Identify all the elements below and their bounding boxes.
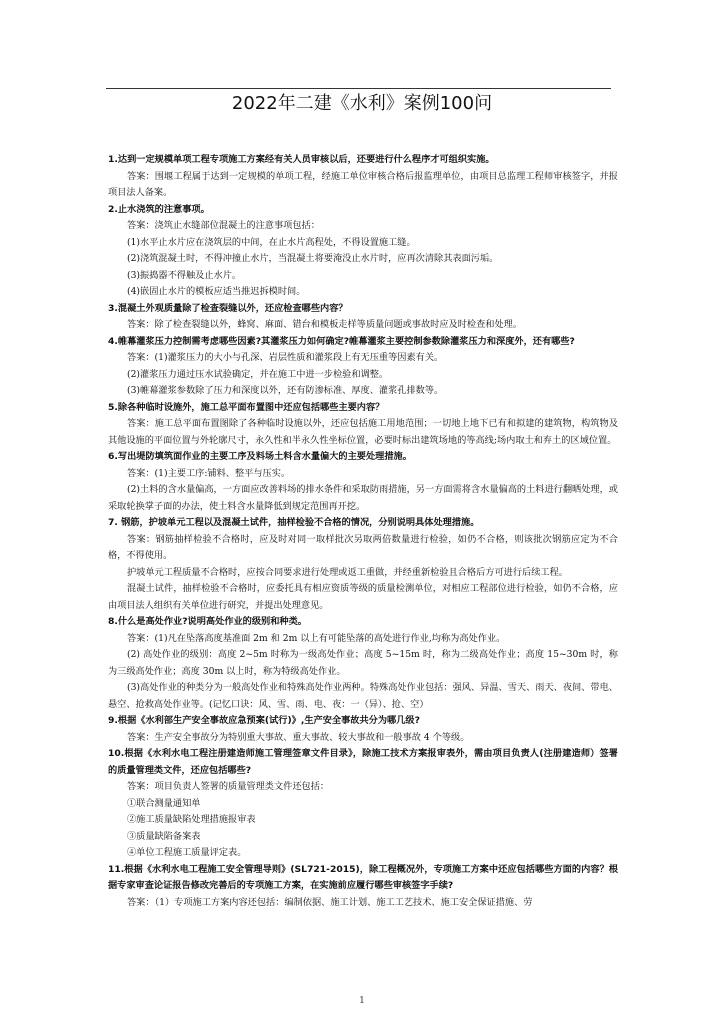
answer-5: 答案：施工总平面布置图除了各种临时设施以外，还应包括施工用地范围；一切地上地下已有和拟建的建筑物，构筑物及其他设施的平面位置与外轮廓尺寸，永久性和半永久性坐标位置，必要时标出建筑场地的等高线;场内取土和弃土的区域位置。 xyxy=(108,418,618,446)
question-4: 4.帷幕灌浆压力控制需考虑哪些因素?其灌浆压力如何确定?帷幕灌浆主要控制参数除灌浆压力和深度外，还有哪些? xyxy=(108,335,575,347)
question-5: 5.除各种临时设施外，施工总平面布置图中还应包括哪些主要内容？ xyxy=(108,401,385,413)
answer-2-item-2: (2)浇筑混凝土时，不得冲撞止水片，当混凝土将要淹没止水片时，应再次清除其表面污垢。 xyxy=(127,253,499,264)
answer-8-item-3: (3)高处作业的种类分为一般高处作业和特殊高处作业两种。特殊高处作业包括：强风、异温、雪天、雨天、夜间、带电、悬空、抢救高处作业等。(记忆口诀：风、雪、雨、电、夜：一（异）、抢、空） xyxy=(108,682,618,710)
question-3: 3.混凝土外观质量除了检查裂缝以外，还应检查哪些内容？ xyxy=(108,302,348,314)
answer-10-item-2: ②施工质量缺陷处理措施报审表 xyxy=(127,814,256,825)
question-9: 9.根据《水利部生产安全事故应急预案(试行)》,生产安全事故共分为哪几级? xyxy=(108,715,420,726)
answer-4-item-1: 答案：(1)灌浆压力的大小与孔深、岩层性质和灌浆段上有无压重等因素有关。 xyxy=(127,352,444,363)
answer-8-item-2: (2) 高处作业的级别：高度 2~5m 时称为一级高处作业；高度 5~15m 时，称为二级高处作业；高度 15~30m 时，称为三级高处作业；高度 30m 以上时，称为特级高处作业。 xyxy=(108,649,618,677)
answer-11: 答案：（1）专项施工方案内容还包括：编制依据、施工计划、施工工艺技术、施工安全保证措施、劳 xyxy=(127,896,533,908)
question-8: 8.什么是高处作业?说明高处作业的级别和种类。 xyxy=(108,616,307,627)
answer-2-item-1: (1)水平止水片应在浇筑层的中间，在止水片高程处，不得设置施工缝。 xyxy=(127,236,416,248)
answer-7-steel: 答案：钢筋抽样检验不合格时，应及时对同一取样批次另取两倍数量进行检验，如仍不合格，则该批次钢筋应定为不合格，不得使用。 xyxy=(108,533,618,561)
question-7: 7. 钢筋，护坡单元工程以及混凝土试件，抽样检验不合格的情况，分别说明具体处理措施。 xyxy=(108,517,480,528)
answer-4-item-2: (2)灌浆压力通过压水试验确定，并在施工中进一步检验和调整。 xyxy=(127,368,389,380)
header-rule xyxy=(106,88,611,89)
answer-2-intro: 答案：浇筑止水缝部位混凝土的注意事项包括： xyxy=(127,220,320,231)
answer-2-item-4: (4)嵌固止水片的模板应适当推迟拆模时间。 xyxy=(127,286,306,297)
question-1: 1.达到一定规模单项工程专项施工方案经有关人员审核以后，还要进行什么程序才可组织实施。 xyxy=(108,154,495,165)
question-6: 6.写出堤防填筑面作业的主要工序及料场土料含水量偏大的主要处理措施。 xyxy=(108,451,412,462)
page-number: 1 xyxy=(359,996,365,1006)
answer-10-item-1: ①联合测量通知单 xyxy=(127,797,201,809)
answer-1: 答案：围堰工程属于达到一定规模的单项工程，经施工单位审核合格后报监理单位，由项目总监理工程师审核签字，并报项目法人备案。 xyxy=(108,170,618,198)
answer-7-slope: 护坡单元工程质量不合格时，应按合同要求进行处理或返工重做，并经重新检验且合格后方可进行后续工程。 xyxy=(127,566,568,578)
question-2: 2.止水浇筑的注意事项。 xyxy=(108,203,210,215)
answer-10-intro: 答案：项目负责人签署的质量管理类文件还包括： xyxy=(127,781,330,792)
answer-10-item-3: ③质量缺陷备案表 xyxy=(127,830,201,842)
answer-6-item-2: (2)土料的含水量偏高，一方面应改善料场的排水条件和采取防雨措施，另一方面需将含水量偏高的土料进行翻晒处理，或采取轮换掌子面的办法，使土料含水量降低到规定范围再开挖。 xyxy=(108,484,618,512)
question-10: 10.根据《水利水电工程注册建造师施工管理签章文件目录》，除施工技术方案报审表外，需由项目负责人(注册建造师）签署的质量管理类文件，还应包括哪些? xyxy=(108,748,618,776)
answer-9: 答案：生产安全事故分为特别重大事故、重大事故、较大事故和一般事故 4 个等级。 xyxy=(127,731,470,743)
answer-8-item-1: 答案：(1)凡在坠落高度基准面 2m 和 2m 以上有可能坠落的高处进行作业,均称为高处作业。 xyxy=(127,632,506,644)
answer-6-item-1: 答案：(1)主要工序:铺料、整平与压实。 xyxy=(127,467,291,479)
answer-10-item-4: ④单位工程施工质量评定表。 xyxy=(127,847,247,858)
page-title: 2022年二建《水利》案例100问 xyxy=(231,93,493,114)
question-11: 11.根据《水利水电工程施工安全管理导则》(SL721-2015)，除工程概况外，专项施工方案中还应包括哪些方面的内容？根据专家审查论证报告修改完善后的专项施工方案，在实施前应履行哪些审核签字手续? xyxy=(108,863,618,891)
answer-4-item-3: (3)帷幕灌浆参数除了压力和深度以外，还有防渗标准、厚度、灌浆孔排数等。 xyxy=(127,385,444,396)
document-body xyxy=(108,152,618,911)
answer-2-item-3: (3)振捣器不得触及止水片。 xyxy=(127,269,242,281)
answer-7-concrete: 混凝土试件，抽样检验不合格时，应委托具有相应资质等级的质量检测单位，对相应工程部位进行检验，如仍不合格，应由项目法人组织有关单位进行研究，并提出处理意见。 xyxy=(108,583,618,611)
answer-3: 答案：除了检查裂缝以外，蜂窝、麻面、错台和模板走样等质量问题或事故时应及时检查和处理。 xyxy=(127,319,523,330)
